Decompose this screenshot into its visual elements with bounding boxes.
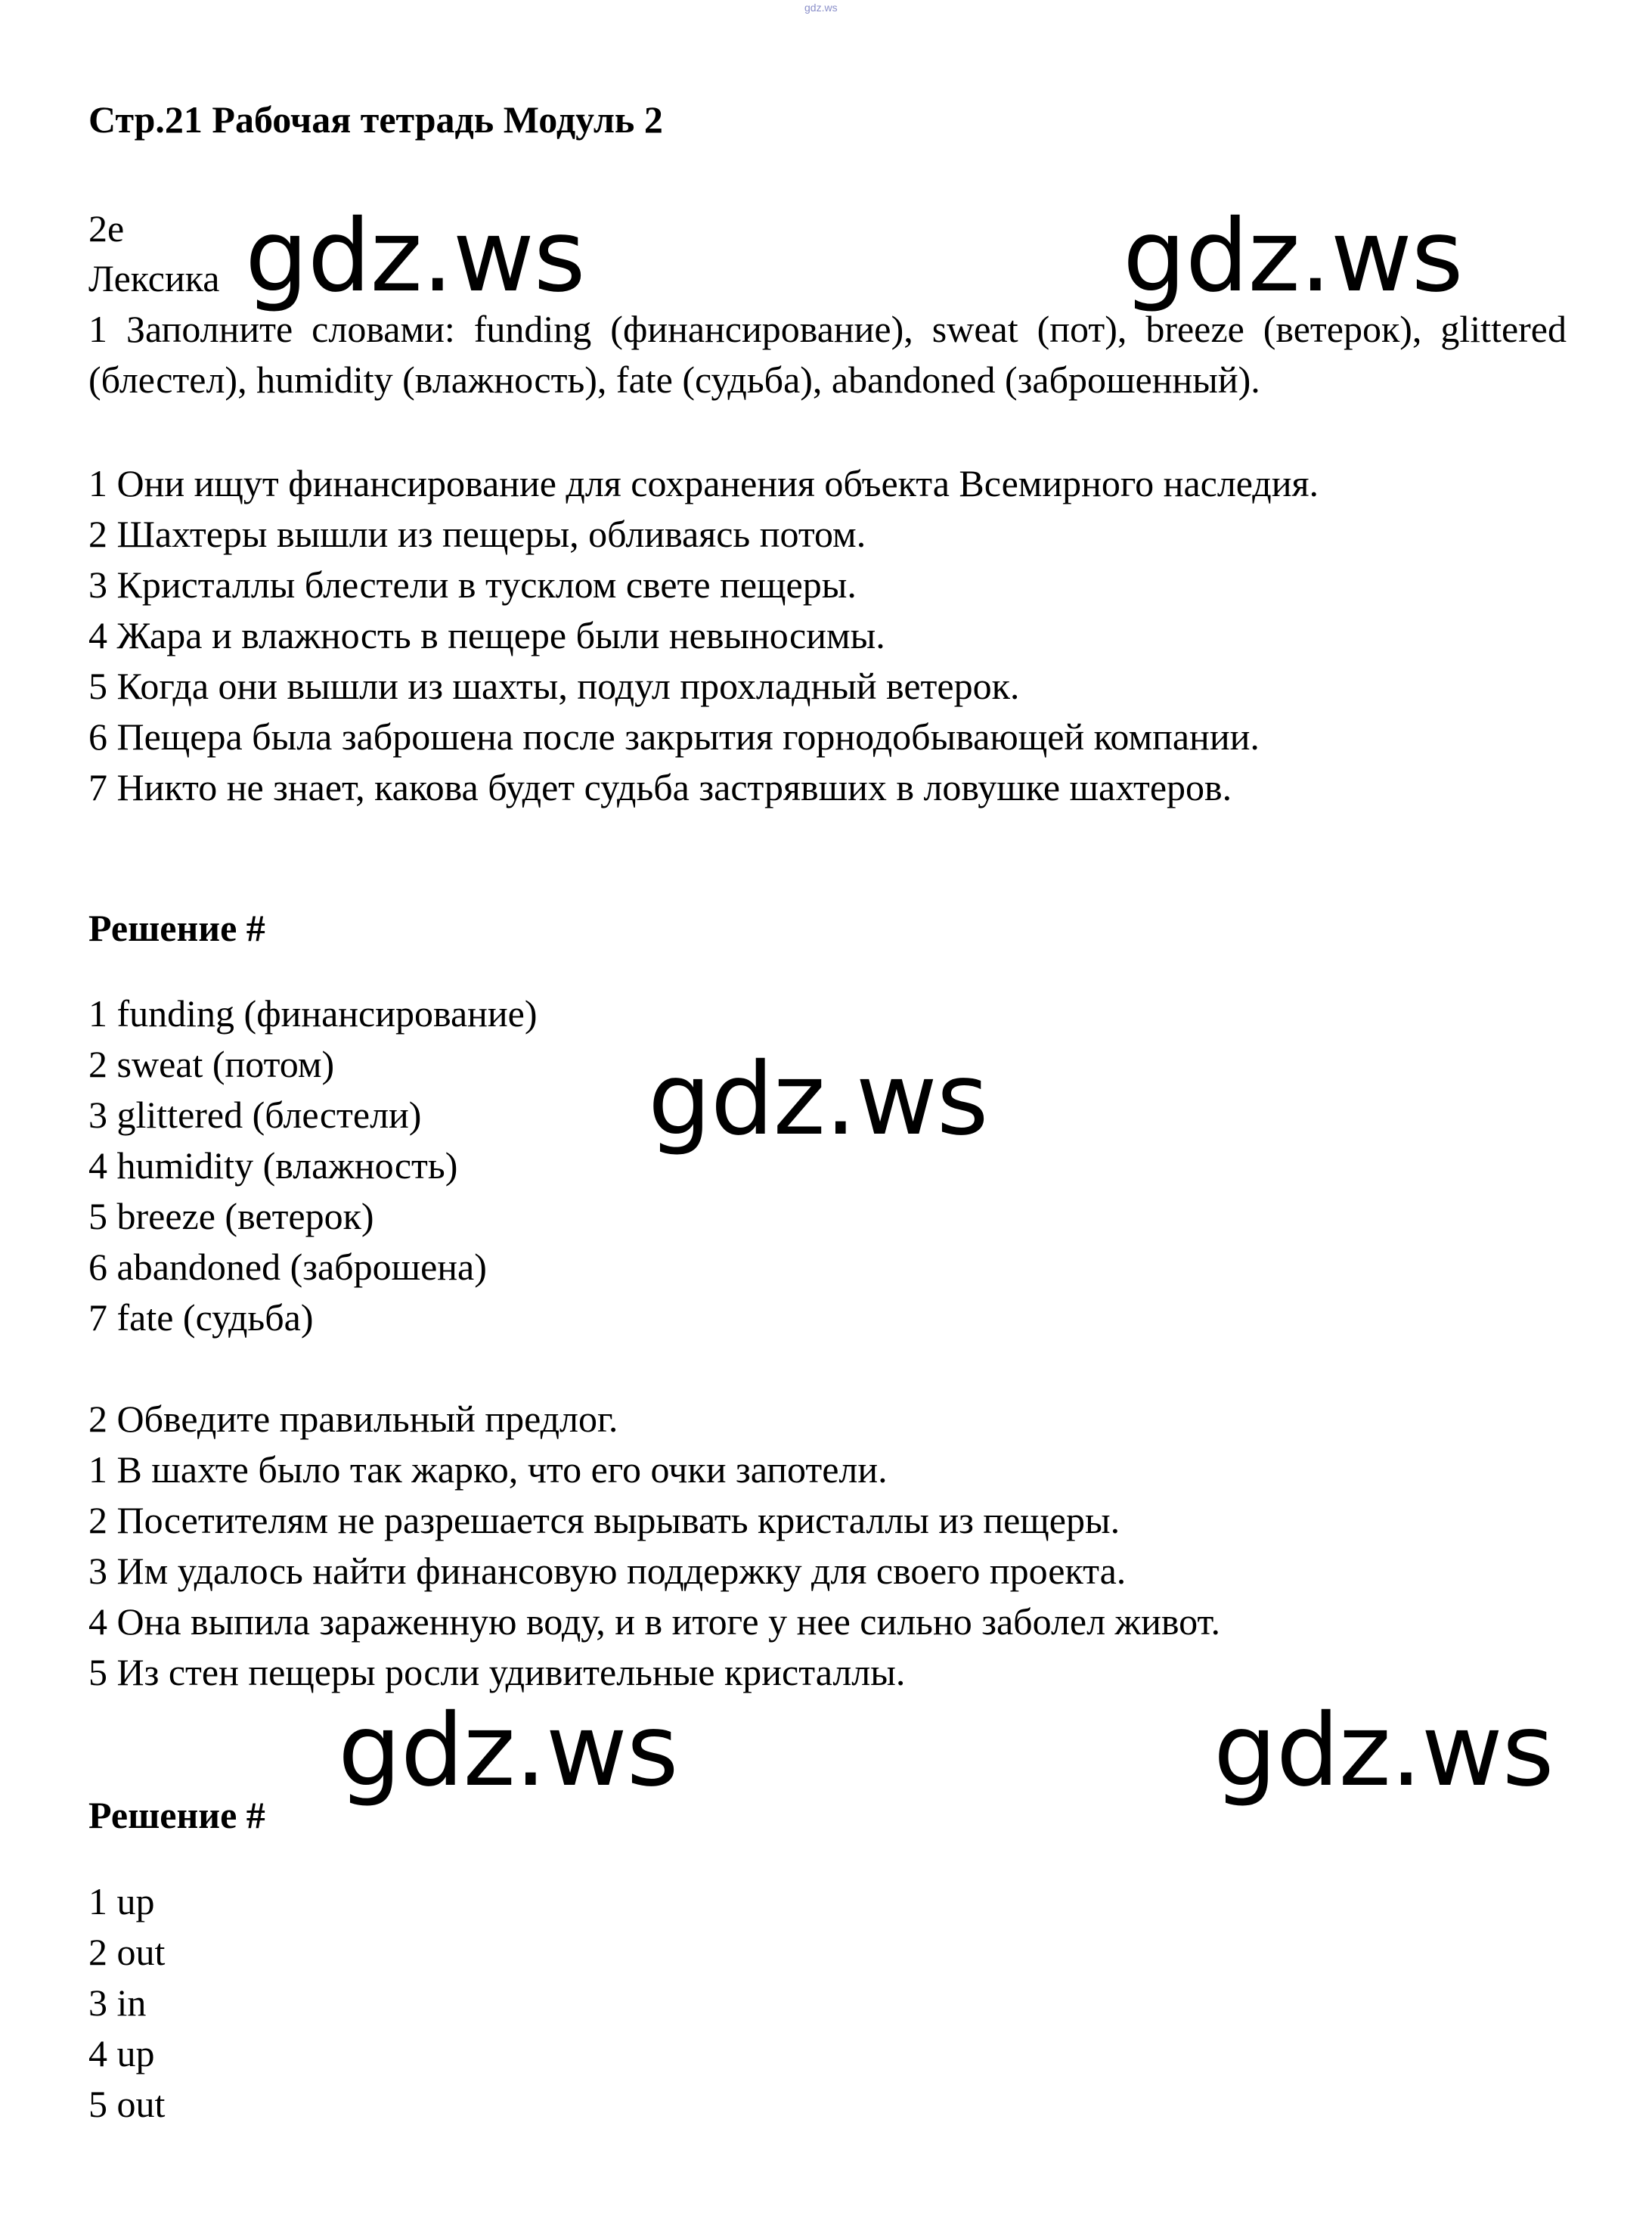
exercise1-answer-2: 2 sweat (потом) — [88, 1043, 335, 1085]
section-name: Лексика — [88, 257, 220, 299]
watermark-2: gdz.ws — [1123, 198, 1463, 315]
exercise2-instruction: 2 Обведите правильный предлог. — [88, 1398, 618, 1440]
exercise2-answer-5: 5 out — [88, 2083, 166, 2125]
exercise1-sentence-4: 4 Жара и влажность в пещере были невыносимы. — [88, 614, 885, 656]
section-code: 2e — [88, 207, 125, 250]
exercise2-answer-2: 2 out — [88, 1931, 166, 1973]
exercise1-solution-heading: Решение # — [88, 907, 265, 949]
watermark-5: gdz.ws — [1213, 1693, 1554, 1809]
exercise1-sentence-6: 6 Пещера была заброшена после закрытия горнодобывающей компании. — [88, 715, 1260, 758]
exercise1-instruction: 1 Заполните словами: funding (финансирование), sweat (пот), breeze (ветерок), glittered (блестел), humidity (влажность), fate (судьба), abandoned (заброшенный). — [88, 308, 1567, 401]
exercise1-sentence-2: 2 Шахтеры вышли из пещеры, обливаясь потом. — [88, 513, 866, 555]
watermark-4: gdz.ws — [338, 1693, 678, 1809]
exercise2-sentence-5: 5 Из стен пещеры росли удивительные кристаллы. — [88, 1651, 906, 1693]
page-title: Стр.21 Рабочая тетрадь Модуль 2 — [88, 98, 663, 141]
exercise1-answer-1: 1 funding (финансирование) — [88, 992, 538, 1035]
exercise2-sentence-2: 2 Посетителям не разрешается вырывать кристаллы из пещеры. — [88, 1499, 1120, 1541]
exercise1-answer-5: 5 breeze (ветерок) — [88, 1195, 374, 1237]
exercise2-solution-heading: Решение # — [88, 1794, 265, 1836]
exercise2-sentence-4: 4 Она выпила зараженную воду, и в итоге у нее сильно заболел живот. — [88, 1600, 1221, 1643]
exercise1-sentence-5: 5 Когда они вышли из шахты, подул прохладный ветерок. — [88, 665, 1020, 707]
exercise1-answer-3: 3 glittered (блестели) — [88, 1094, 422, 1136]
exercise2-answer-3: 3 in — [88, 1981, 147, 2024]
exercise1-sentence-7: 7 Никто не знает, какова будет судьба застрявших в ловушке шахтеров. — [88, 766, 1232, 808]
exercise2-answer-4: 4 up — [88, 2032, 155, 2074]
watermark-1: gdz.ws — [245, 198, 585, 315]
exercise2-sentence-3: 3 Им удалось найти финансовую поддержку для своего проекта. — [88, 1550, 1127, 1592]
exercise1-sentence-1: 1 Они ищут финансирование для сохранения объекта Всемирного наследия. — [88, 462, 1319, 504]
exercise1-answer-7: 7 fate (судьба) — [88, 1296, 314, 1339]
exercise1-sentence-3: 3 Кристаллы блестели в тусклом свете пещеры. — [88, 563, 857, 606]
exercise1-answer-6: 6 abandoned (заброшена) — [88, 1246, 487, 1288]
exercise2-answer-1: 1 up — [88, 1880, 155, 1922]
exercise1-answer-4: 4 humidity (влажность) — [88, 1144, 458, 1187]
top-site-mark: gdz.ws — [804, 2, 838, 14]
watermark-3: gdz.ws — [648, 1041, 988, 1158]
exercise2-sentence-1: 1 В шахте было так жарко, что его очки запотели. — [88, 1448, 888, 1491]
